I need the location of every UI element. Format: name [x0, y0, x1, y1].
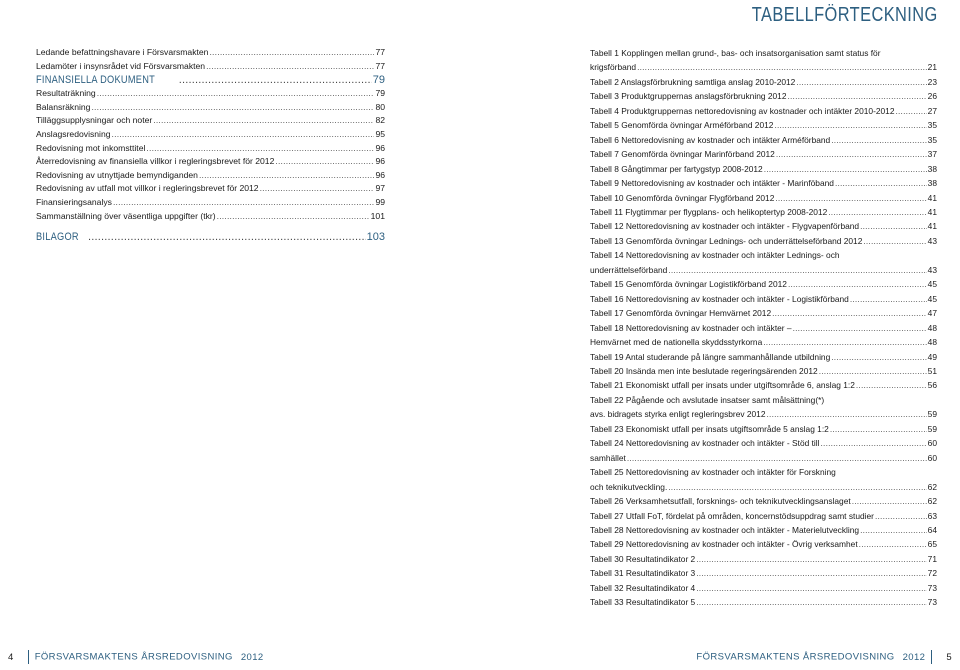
toc-section[interactable] — [36, 230, 385, 244]
toc-entry-page: 56 — [927, 380, 937, 391]
toc-entry-title: Tabell 5 Genomförda övningar Arméförband 2012 — [590, 120, 774, 131]
dot-leader — [819, 364, 927, 378]
toc-entry[interactable] — [36, 128, 385, 142]
toc-entry-page: 96 — [375, 169, 385, 180]
dot-leader — [831, 350, 926, 364]
toc-entry-title: Tabell 12 Nettoredovisning av kostnader och intäkter - Flygvapenförband — [590, 221, 860, 232]
toc-entry-page: 80 — [375, 101, 385, 112]
toc-entry-title: Hemvärnet med de nationella skyddsstyrkorna — [590, 337, 763, 348]
toc-entry-title: Tabell 23 Ekonomiskt utfall per insats utgiftsområde 5 anslag 1:2 — [590, 423, 829, 434]
toc-entry-title: Balansräkning — [36, 101, 91, 112]
toc-entry[interactable] — [590, 133, 937, 147]
footer-right-year: 2012 — [902, 651, 926, 663]
toc-entry[interactable] — [36, 114, 385, 128]
toc-entry-title: Tabell 11 Flygtimmar per flygplans- och helikoptertyp 2008-2012 — [590, 206, 828, 217]
toc-entry-title: Tabell 20 Insända men inte beslutade regeringsärenden 2012 — [590, 365, 818, 376]
toc-entry[interactable] — [590, 581, 937, 595]
toc-entry-page: 65 — [927, 539, 937, 550]
toc-entry[interactable] — [36, 155, 385, 169]
toc-entry-page: 97 — [375, 183, 385, 194]
dot-leader — [696, 566, 926, 580]
toc-entry[interactable] — [590, 407, 937, 421]
toc-entry-title: Tabell 9 Nettoredovisning av kostnader och intäkter - Marinföband — [590, 178, 834, 189]
toc-entry[interactable] — [590, 60, 937, 74]
toc-entry-title: Tabell 31 Resultatindikator 3 — [590, 568, 696, 579]
toc-entry-title: Tabell 18 Nettoredovisning av kostnader och intäkter – — [590, 322, 792, 333]
toc-entry-title: Tabell 29 Nettoredovisning av kostnader och intäkter - Övrig verksamhet — [590, 539, 858, 550]
toc-entry-page: 82 — [375, 115, 385, 126]
toc-entry-page: 63 — [927, 510, 937, 521]
dot-leader — [856, 378, 927, 392]
toc-entry-title: FINANSIELLA DOKUMENT — [36, 74, 156, 87]
toc-entry-title: underrättelseförband — [590, 264, 668, 275]
toc-entry-title: Tabell 10 Genomförda övningar Flygförband 2012 — [590, 192, 775, 203]
page-title: TABELLFÖRTECKNING — [752, 4, 938, 26]
footer-right-org: FÖRSVARSMAKTENS ÅRSREDOVISNING — [696, 651, 895, 663]
toc-entry[interactable] — [36, 169, 385, 183]
dot-leader — [696, 595, 926, 609]
dot-leader — [821, 436, 927, 450]
toc-entry-title: Tabell 21 Ekonomiskt utfall per insats under utgiftsområde 6, anslag 1:2 — [590, 380, 855, 391]
toc-entry[interactable] — [36, 210, 385, 224]
toc-entry[interactable] — [36, 142, 385, 156]
footer-right-page-number: 5 — [946, 651, 952, 663]
toc-entry[interactable] — [590, 566, 937, 580]
footer-left-year: 2012 — [240, 651, 264, 663]
dot-leader — [199, 169, 374, 183]
toc-entry-title: Tabell 19 Antal studerande på längre sammanhållande utbildning — [590, 351, 831, 362]
toc-entry-page: 99 — [375, 196, 385, 207]
toc-entry[interactable] — [590, 364, 937, 378]
dot-leader — [668, 263, 926, 277]
dot-leader — [88, 230, 366, 244]
toc-entry-title: Redovisning av utfall mot villkor i regleringsbrevet för 2012 — [36, 183, 259, 194]
toc-left-column — [36, 46, 385, 244]
toc-entry-page: 79 — [372, 74, 385, 87]
toc-entry-title: Tabell 30 Resultatindikator 2 — [590, 553, 696, 564]
dot-leader — [828, 205, 926, 219]
toc-entry-page: 41 — [927, 206, 937, 217]
dot-leader — [875, 509, 927, 523]
toc-entry-page: 43 — [927, 235, 937, 246]
toc-entry-page: 48 — [927, 337, 937, 348]
dot-leader — [206, 60, 374, 74]
dot-leader — [627, 451, 927, 465]
toc-entry-title: Tabell 26 Verksamhetsutfall, forsknings- och teknikutvecklingsanslaget — [590, 496, 851, 507]
dot-leader — [275, 155, 374, 169]
toc-line: Tabell 14 Nettoredovisning av kostnader och intäkter Lednings- och — [590, 250, 840, 261]
footer-left — [0, 650, 264, 664]
toc-section[interactable] — [36, 73, 385, 87]
toc-entry[interactable] — [590, 451, 937, 465]
toc-entry-title: Tabell 3 Produktgruppernas anslagsförbrukning 2012 — [590, 91, 787, 102]
toc-entry[interactable] — [590, 89, 937, 103]
dot-leader — [696, 552, 926, 566]
dot-leader — [860, 523, 927, 537]
toc-entry-page: 35 — [927, 134, 937, 145]
dot-leader — [850, 292, 927, 306]
toc-entry-page: 21 — [927, 62, 937, 73]
toc-entry-page: 73 — [927, 582, 937, 593]
toc-entry-page: 47 — [927, 308, 937, 319]
toc-entry-title: Ledamöter i insynsrådet vid Försvarsmakten — [36, 60, 206, 71]
toc-entry-page: 73 — [927, 597, 937, 608]
toc-entry-page: 96 — [375, 142, 385, 153]
toc-entry-title: Ledande befattningshavare i Försvarsmakten — [36, 47, 209, 57]
toc-entry[interactable] — [590, 552, 937, 566]
toc-entry-page: 64 — [927, 524, 937, 535]
dot-leader — [788, 277, 927, 291]
toc-entry-page: 38 — [927, 178, 937, 189]
dot-leader — [775, 191, 926, 205]
dot-leader — [260, 182, 375, 196]
toc-entry-page: 71 — [927, 553, 937, 564]
toc-entry[interactable] — [590, 234, 937, 248]
toc-entry-title: Tabell 2 Anslagsförbrukning samtliga anslag 2010-2012 — [590, 76, 796, 87]
toc-entry[interactable] — [590, 350, 937, 364]
toc-entry-title: Tabell 24 Nettoredovisning av kostnader och intäkter - Stöd till — [590, 438, 820, 449]
toc-entry[interactable] — [36, 87, 385, 101]
toc-line: Tabell 1 Kopplingen mellan grund-, bas- och insatsorganisation samt status för — [590, 48, 881, 58]
toc-entry-title: Tabell 28 Nettoredovisning av kostnader och intäkter - Materielutveckling — [590, 524, 860, 535]
toc-entry-page: 45 — [927, 293, 937, 304]
dot-leader — [776, 147, 927, 161]
dot-leader — [774, 118, 926, 132]
dot-leader — [113, 196, 374, 210]
toc-entry[interactable] — [590, 191, 937, 205]
toc-entry-page: 72 — [927, 568, 937, 579]
dot-leader — [112, 128, 375, 142]
dot-leader — [764, 162, 927, 176]
toc-entry-title: Tabell 32 Resultatindikator 4 — [590, 582, 696, 593]
toc-entry-title: Finansieringsanalys — [36, 196, 112, 207]
toc-entry-title: avs. bidragets styrka enligt regleringsbrev 2012 — [590, 409, 766, 420]
dot-leader — [763, 335, 926, 349]
toc-entry-page: 26 — [927, 91, 937, 102]
toc-entry-page: 103 — [366, 231, 385, 244]
footer-right-divider — [931, 650, 932, 664]
toc-entry-title: Återredovisning av finansiella villkor i regleringsbrevet för 2012 — [36, 156, 275, 167]
toc-entry-page: 95 — [375, 128, 385, 139]
footer-right — [696, 650, 960, 664]
toc-entry-page: 101 — [370, 210, 385, 221]
toc-entry-page: 62 — [927, 496, 937, 507]
dot-leader — [787, 89, 926, 103]
footer-left-page-number: 4 — [8, 651, 14, 663]
dot-leader — [767, 407, 927, 421]
toc-entry-page: 43 — [927, 264, 937, 275]
toc-entry-title: Tabell 8 Gångtimmar per fartygstyp 2008-2012 — [590, 163, 763, 174]
dot-leader — [179, 73, 372, 87]
toc-entry-title: Tabell 13 Genomförda övningar Lednings- och underrättelseförband 2012 — [590, 235, 863, 246]
toc-entry-title: Redovisning mot inkomsttitel — [36, 142, 146, 153]
dot-leader — [863, 234, 926, 248]
toc-entry-title: samhället — [590, 452, 626, 463]
toc-entry[interactable] — [590, 378, 937, 392]
toc-entry-page: 60 — [927, 438, 937, 449]
dot-leader — [796, 75, 926, 89]
toc-entry[interactable] — [590, 162, 937, 176]
dot-leader — [859, 537, 927, 551]
toc-entry[interactable] — [36, 60, 385, 74]
toc-entry[interactable] — [590, 523, 937, 537]
toc-entry-page: 38 — [927, 163, 937, 174]
toc-entry-page: 77 — [375, 60, 385, 71]
dot-leader — [860, 219, 927, 233]
toc-entry-title: Sammanställning över väsentliga uppgifter (tkr) — [36, 210, 216, 221]
toc-entry-title: Tabell 17 Genomförda övningar Hemvärnet 2012 — [590, 308, 772, 319]
toc-entry-title: och teknikutveckling. — [590, 481, 668, 492]
toc-entry-title: Tabell 27 Utfall FoT, fördelat på områden, koncernstödsuppdrag samt studier — [590, 510, 874, 521]
toc-entry-page: 35 — [927, 120, 937, 131]
toc-entry-title: krigsförband — [590, 62, 637, 73]
dot-leader — [217, 210, 370, 224]
toc-entry-title: BILAGOR — [36, 231, 79, 244]
dot-leader — [209, 46, 374, 60]
toc-entry-title: Tabell 33 Resultatindikator 5 — [590, 597, 696, 608]
toc-entry-page: 48 — [927, 322, 937, 333]
toc-entry-title: Tabell 15 Genomförda övningar Logistikförband 2012 — [590, 279, 787, 290]
toc-entry-title: Tabell 6 Nettoredovisning av kostnader och intäkter Arméförband — [590, 134, 831, 145]
toc-entry[interactable] — [590, 263, 937, 277]
toc-entry[interactable] — [36, 196, 385, 210]
toc-entry-page: 27 — [927, 105, 937, 116]
toc-entry-title: Tabell 7 Genomförda övningar Marinförband 2012 — [590, 149, 775, 160]
toc-entry-title: Tabell 4 Produktgruppernas nettoredovisning av kostnader och intäkter 2010-2012 — [590, 105, 895, 116]
dot-leader — [668, 480, 926, 494]
toc-entry-page: 62 — [927, 481, 937, 492]
toc-entry[interactable] — [590, 75, 937, 89]
toc-entry[interactable] — [590, 292, 937, 306]
footer-left-divider — [28, 650, 29, 664]
toc-entry[interactable] — [590, 480, 937, 494]
toc-entry-page: 60 — [927, 452, 937, 463]
toc-entry-page: 49 — [927, 351, 937, 362]
toc-entry[interactable] — [590, 335, 937, 349]
dot-leader — [831, 133, 926, 147]
toc-entry[interactable] — [36, 46, 385, 60]
toc-entry-page: 77 — [375, 47, 385, 57]
toc-entry[interactable] — [590, 306, 937, 320]
toc-entry[interactable] — [590, 509, 937, 523]
toc-entry-page: 41 — [927, 192, 937, 203]
toc-entry[interactable] — [590, 104, 937, 118]
toc-entry-title: Redovisning av utnyttjade bemyndiganden — [36, 169, 198, 180]
toc-entry[interactable] — [36, 182, 385, 196]
dot-leader — [835, 176, 927, 190]
toc-entry[interactable] — [590, 436, 937, 450]
toc-entry-page: 45 — [927, 279, 937, 290]
toc-entry-page: 96 — [375, 156, 385, 167]
toc-entry-title: Resultaträkning — [36, 88, 96, 99]
dot-leader — [696, 581, 926, 595]
toc-entry[interactable] — [590, 494, 937, 508]
toc-entry[interactable] — [590, 147, 937, 161]
toc-entry[interactable] — [590, 219, 937, 233]
toc-entry-page: 51 — [927, 365, 937, 376]
dot-leader — [896, 104, 927, 118]
dot-leader — [637, 60, 927, 74]
footer-left-org: FÖRSVARSMAKTENS ÅRSREDOVISNING — [34, 651, 233, 663]
dot-leader — [97, 87, 375, 101]
dot-leader — [146, 142, 374, 156]
toc-entry-page: 59 — [927, 409, 937, 420]
toc-entry[interactable] — [590, 595, 937, 609]
toc-entry-page: 41 — [927, 221, 937, 232]
toc-entry-page: 79 — [375, 88, 385, 99]
table-list-right-column — [590, 46, 937, 610]
toc-entry-page: 37 — [927, 149, 937, 160]
dot-leader — [793, 321, 927, 335]
toc-entry[interactable] — [590, 537, 937, 551]
dot-leader — [772, 306, 927, 320]
toc-line: Tabell 22 Pågående och avslutade insatser samt målsättning(*) — [590, 394, 825, 405]
dot-leader — [852, 494, 927, 508]
toc-entry[interactable] — [590, 205, 937, 219]
toc-entry-page: 23 — [927, 76, 937, 87]
toc-entry[interactable] — [590, 277, 937, 291]
toc-line: Tabell 25 Nettoredovisning av kostnader och intäkter för Forskning — [590, 467, 836, 478]
toc-entry-title: Tilläggsupplysningar och noter — [36, 115, 153, 126]
toc-entry[interactable] — [590, 422, 937, 436]
dot-leader — [830, 422, 927, 436]
toc-entry-title: Tabell 16 Nettoredovisning av kostnader och intäkter - Logistikförband — [590, 293, 849, 304]
toc-entry[interactable] — [590, 176, 937, 190]
dot-leader — [153, 114, 374, 128]
toc-entry-page: 59 — [927, 423, 937, 434]
toc-entry[interactable] — [36, 101, 385, 115]
dot-leader — [91, 101, 374, 115]
toc-entry[interactable] — [590, 321, 937, 335]
toc-entry-title: Anslagsredovisning — [36, 128, 111, 139]
toc-entry[interactable] — [590, 118, 937, 132]
